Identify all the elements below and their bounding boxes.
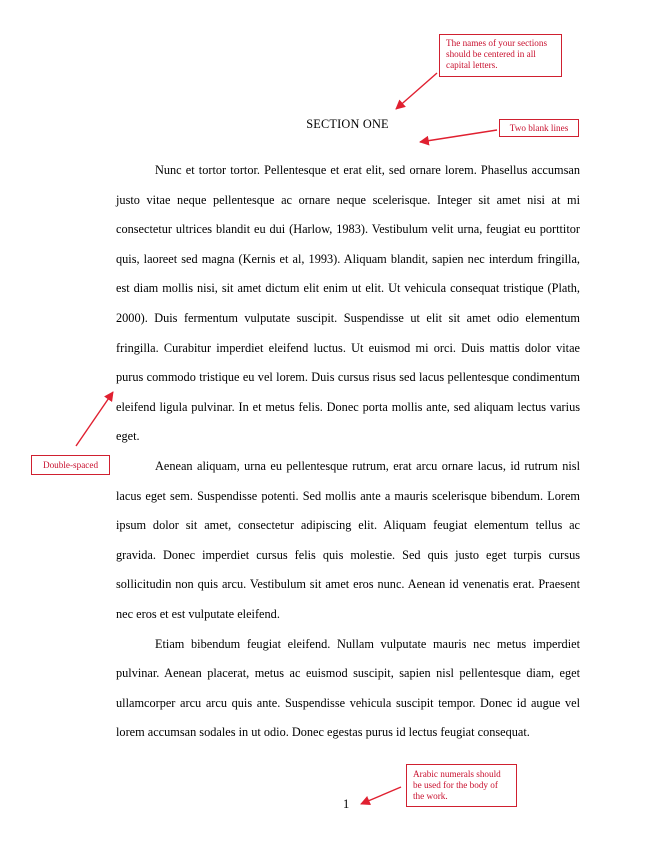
arrow-sections	[396, 73, 437, 109]
arabic-numerals-annotation: Arabic numerals should be used for the body of the work.	[406, 764, 517, 807]
arrow-arabic-numerals	[361, 787, 401, 804]
blank-lines-annotation: Two blank lines	[499, 119, 579, 137]
sections-annotation: The names of your sections should be centered in all capital letters.	[439, 34, 562, 77]
paragraph-1: Nunc et tortor tortor. Pellentesque et erat elit, sed ornare lorem. Phasellus accumsan justo vitae neque pellentesque ac ornare neque scelerisque. Integer sit amet nisi at mi consectetur ultrices blandit eu dui (Harlow, 1983). Vestibulum velit urna, feugiat eu porttitor quis, laoreet sed magna (Kernis et al, 1993). Aliquam blandit, sapien nec interdum fringilla, est diam mollis nisi, sit amet dictum elit enim ut elit. Ut vehicula consequat tristique (Plath, 2000). Duis fermentum vulputate suscipit. Suspendisse ut elit sit amet odio elementum fringilla. Curabitur imperdiet eleifend luctus. Ut euismod mi orci. Duis mattis dolor vitae purus commodo tristique eu vel lorem. Duis cursus risus sed lacus pellentesque condimentum eleifend ligula pulvinar. In et metus felis. Donec porta mollis ante, sed aliquam lectus varius eget.	[116, 163, 580, 444]
double-spaced-annotation: Double-spaced	[31, 455, 110, 475]
section-title: SECTION ONE	[306, 117, 389, 131]
arrow-double-spaced	[76, 392, 113, 446]
page-number: 1	[343, 797, 350, 811]
paragraph-3: Etiam bibendum feugiat eleifend. Nullam vulputate mauris nec metus imperdiet pulvinar. Aenean placerat, metus ac euismod suscipit, sapien nisl pellentesque diam, eget ullamcorper arcu arcu quis ante. Suspendisse vehicula suscipit tempor. Donec id augue vel lorem accumsan sodales in ut odio. Donec egestas purus id lectus feugiat consequat.	[116, 636, 580, 740]
body-text	[116, 156, 580, 748]
paragraph-2: Aenean aliquam, urna eu pellentesque rutrum, erat arcu ornare lacus, id rutrum nisl lacus eget sem. Suspendisse potenti. Sed mollis ante a mauris scelerisque bibendum. Lorem ipsum dolor sit amet, consectetur adipiscing elit. Aliquam feugiat elementum tellus ac gravida. Donec imperdiet cursus felis quis molestie. Sed quis justo eget turpis cursus sollicitudin non quis arcu. Vestibulum sit amet eros nunc. Aenean id venenatis erat. Praesent nec eros et est vulputate eleifend.	[116, 458, 580, 621]
